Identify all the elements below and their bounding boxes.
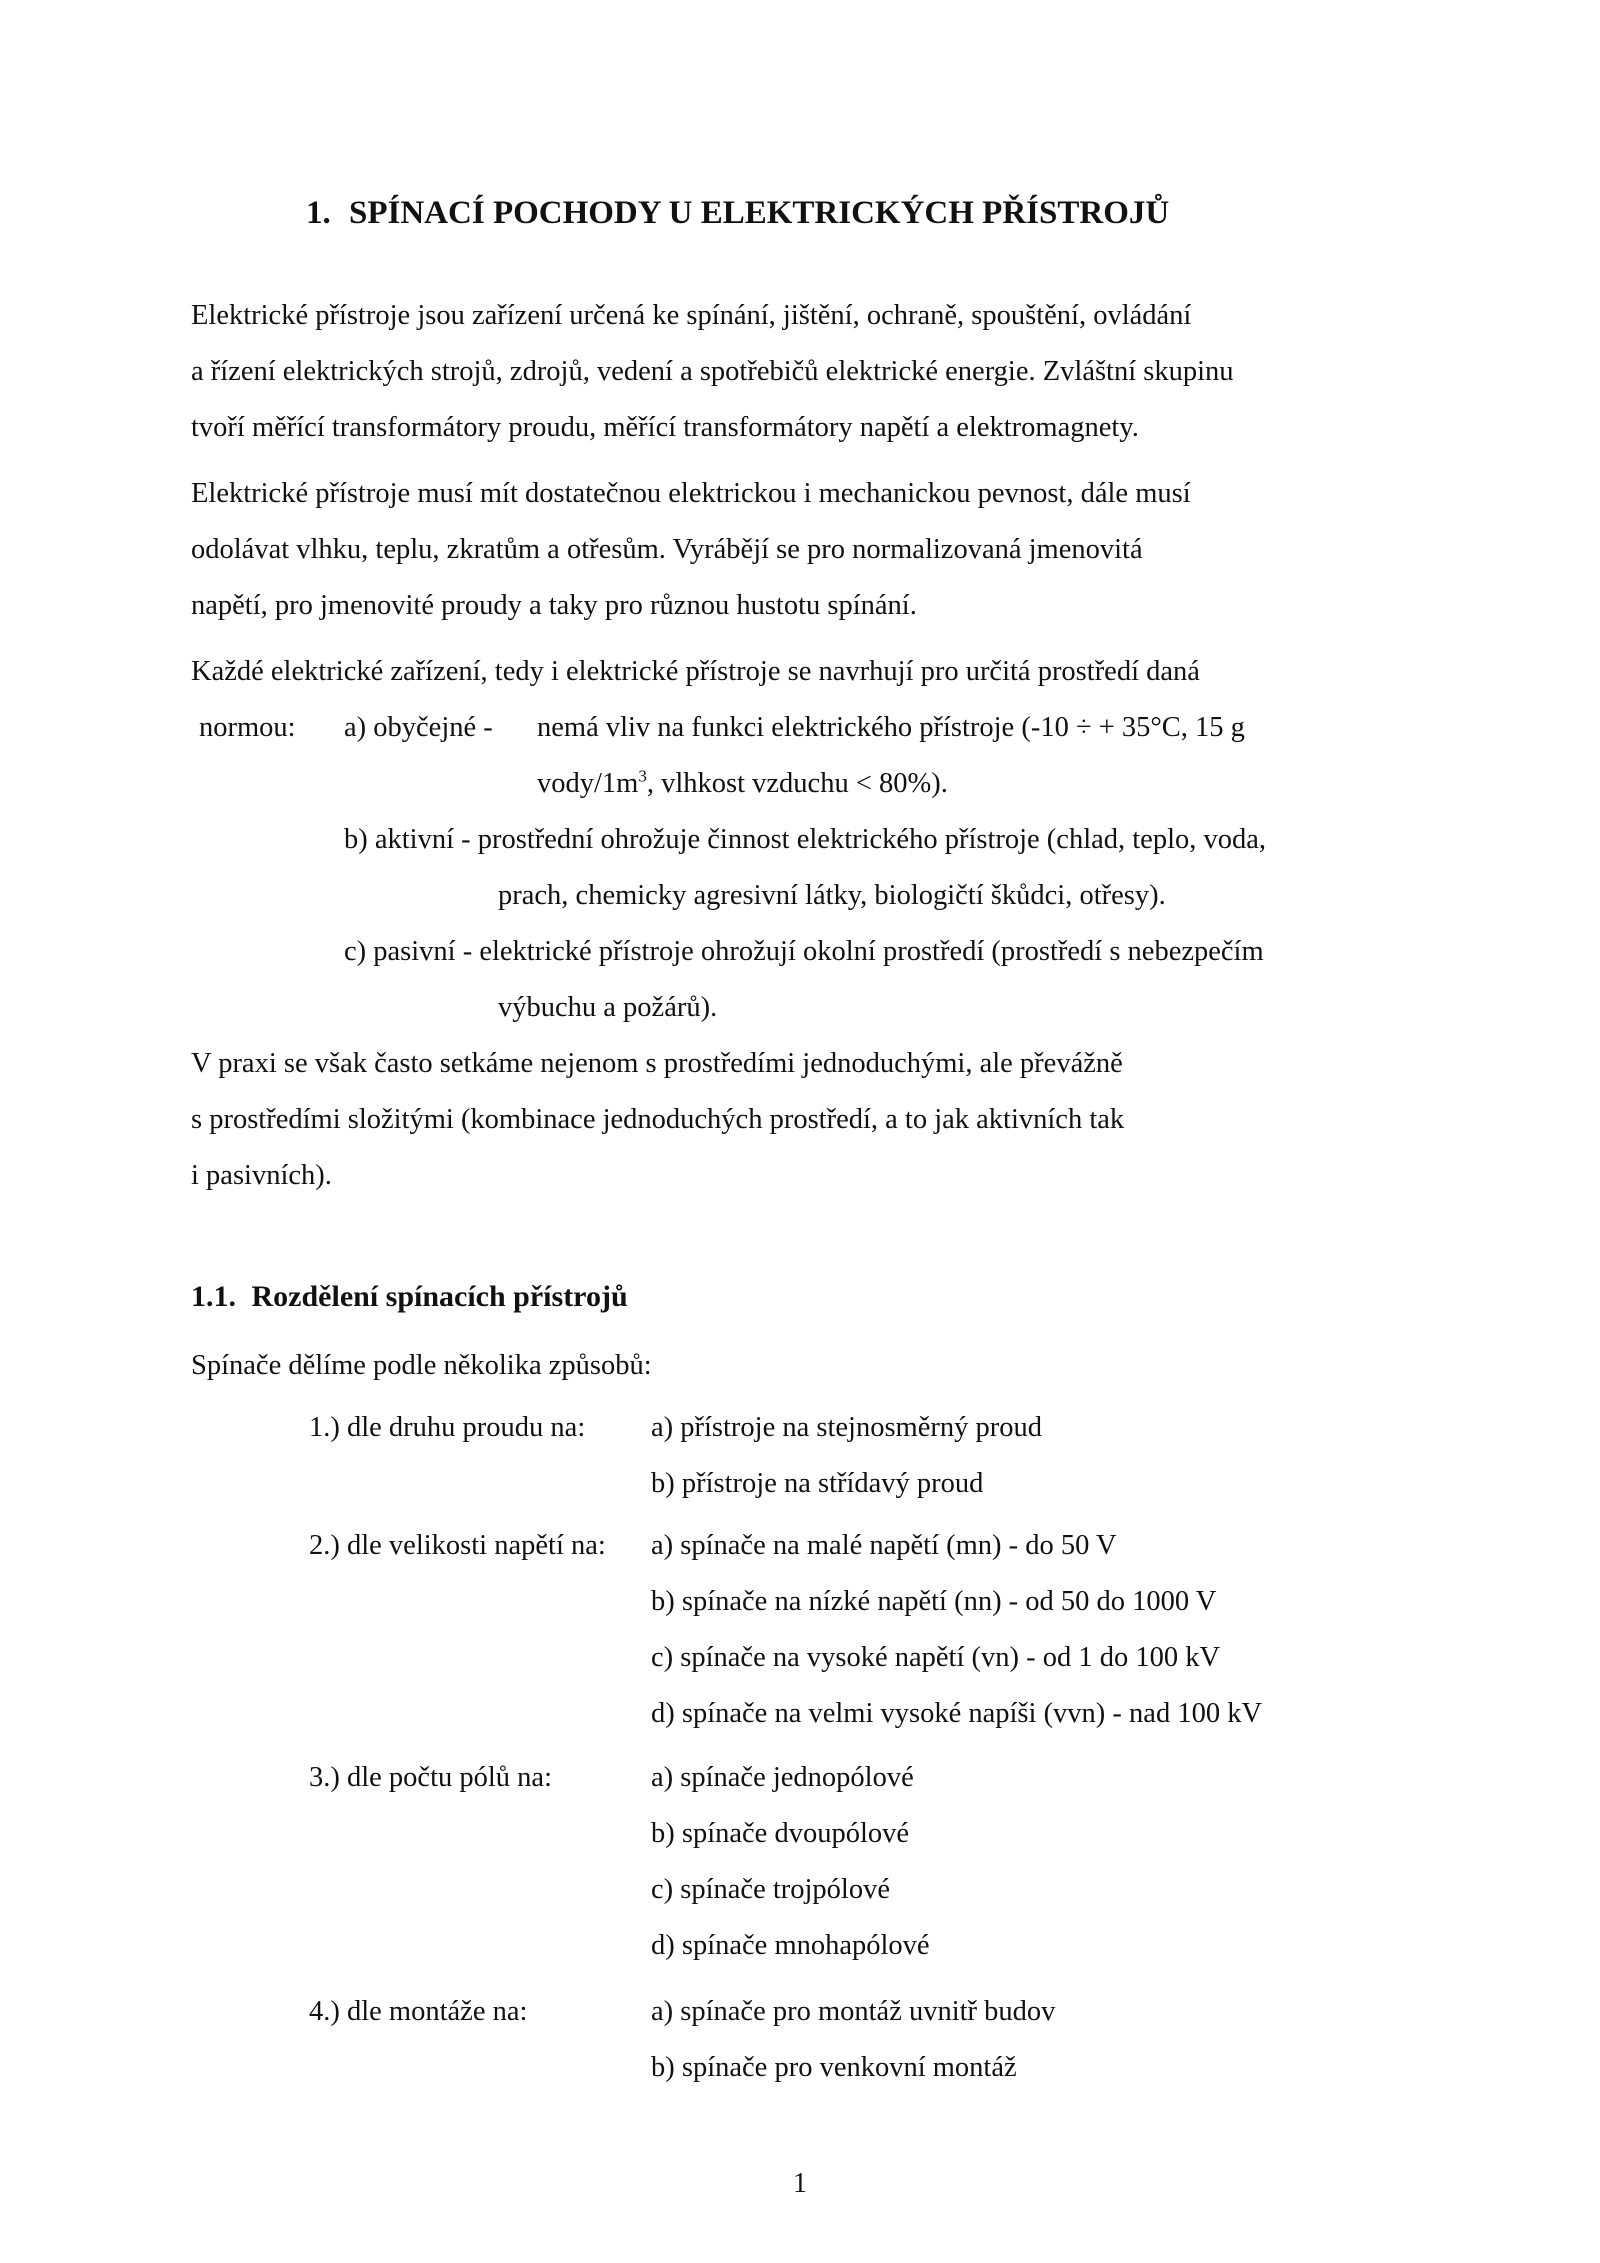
chapter-number: 1. [306, 195, 331, 231]
outro-line3: i pasivních). [191, 1160, 332, 1191]
group-3-label: 3.) dle počtu pólů na: [309, 1762, 552, 1793]
outro-line2: s prostředími složitými (kombinace jednoduchých prostředí, a to jak aktivních tak [191, 1104, 1125, 1135]
env-a-line2-sup: 3 [638, 766, 647, 786]
intro-p2-line3: napětí, pro jmenovité proudy a taky pro různou hustotu spínání. [191, 590, 917, 621]
group-2-item-a: a) spínače na malé napětí (mn) - do 50 V [651, 1530, 1117, 1561]
env-a-label: a) obyčejné - [344, 712, 493, 743]
group-1-label: 1.) dle druhu proudu na: [309, 1412, 586, 1443]
section-intro: Spínače dělíme podle několika způsobů: [191, 1350, 652, 1381]
env-b-line2: prach, chemicky agresivní látky, biologičtí škůdci, otřesy). [498, 880, 1166, 911]
intro-p3: Každé elektrické zařízení, tedy i elektrické přístroje se navrhují pro určitá prostředí daná [191, 656, 1200, 687]
group-3-item-d: d) spínače mnohapólové [651, 1930, 930, 1961]
group-3-item-b: b) spínače dvoupólové [651, 1818, 910, 1849]
env-c-line1: c) pasivní - elektrické přístroje ohrožují okolní prostředí (prostředí s nebezpečím [344, 936, 1264, 967]
intro-p1-line1: Elektrické přístroje jsou zařízení určená ke spínání, jištění, ochraně, spouštění, ovládání [191, 300, 1192, 331]
group-4-item-b: b) spínače pro venkovní montáž [651, 2052, 1017, 2083]
intro-p2-line1: Elektrické přístroje musí mít dostatečnou elektrickou i mechanickou pevnost, dále musí [191, 478, 1191, 509]
chapter-title: SPÍNACÍ POCHODY U ELEKTRICKÝCH PŘÍSTROJŮ [349, 195, 1170, 231]
group-2-item-d: d) spínače na velmi vysoké napíši (vvn) - nad 100 kV [651, 1698, 1263, 1729]
group-4-label: 4.) dle montáže na: [309, 1996, 528, 2027]
env-lead: normou: [199, 712, 296, 743]
outro-line1: V praxi se však často setkáme nejenom s prostředími jednoduchými, ale převážně [191, 1048, 1123, 1079]
group-2-item-c: c) spínače na vysoké napětí (vn) - od 1 do 100 kV [651, 1642, 1221, 1673]
group-1-item-a: a) přístroje na stejnosměrný proud [651, 1412, 1042, 1443]
env-c-line2: výbuchu a požárů). [498, 992, 718, 1023]
section-title: Rozdělení spínacích přístrojů [251, 1280, 628, 1313]
env-a-line2 [537, 767, 948, 801]
page-number: 1 [793, 2168, 807, 2199]
env-a-line2-post: , vlhkost vzduchu < 80%). [646, 768, 948, 799]
intro-p1-line2: a řízení elektrických strojů, zdrojů, vedení a spotřebičů elektrické energie. Zvláštní skupinu [191, 356, 1234, 387]
env-a-line1: nemá vliv na funkci elektrického přístroje (-10 ÷ + 35°C, 15 g [537, 712, 1245, 743]
intro-p2-line2: odolávat vlhku, teplu, zkratům a otřesům. Vyrábějí se pro normalizovaná jmenovitá [191, 534, 1143, 565]
group-2-item-b: b) spínače na nízké napětí (nn) - od 50 do 1000 V [651, 1586, 1217, 1617]
group-4-item-a: a) spínače pro montáž uvnitř budov [651, 1996, 1056, 2027]
group-2-label: 2.) dle velikosti napětí na: [309, 1530, 606, 1561]
env-a-line2-pre: vody/1m [537, 768, 639, 799]
section-number: 1.1. [191, 1280, 236, 1313]
env-b-line1: b) aktivní - prostřední ohrožuje činnost elektrického přístroje (chlad, teplo, voda, [344, 824, 1267, 855]
group-1-item-b: b) přístroje na střídavý proud [651, 1468, 984, 1499]
section-heading [191, 1279, 628, 1315]
intro-p1-line3: tvoří měřící transformátory proudu, měřící transformátory napětí a elektromagnety. [191, 412, 1139, 443]
group-3-item-c: c) spínače trojpólové [651, 1874, 890, 1905]
chapter-heading [306, 193, 1169, 233]
group-3-item-a: a) spínače jednopólové [651, 1762, 914, 1793]
